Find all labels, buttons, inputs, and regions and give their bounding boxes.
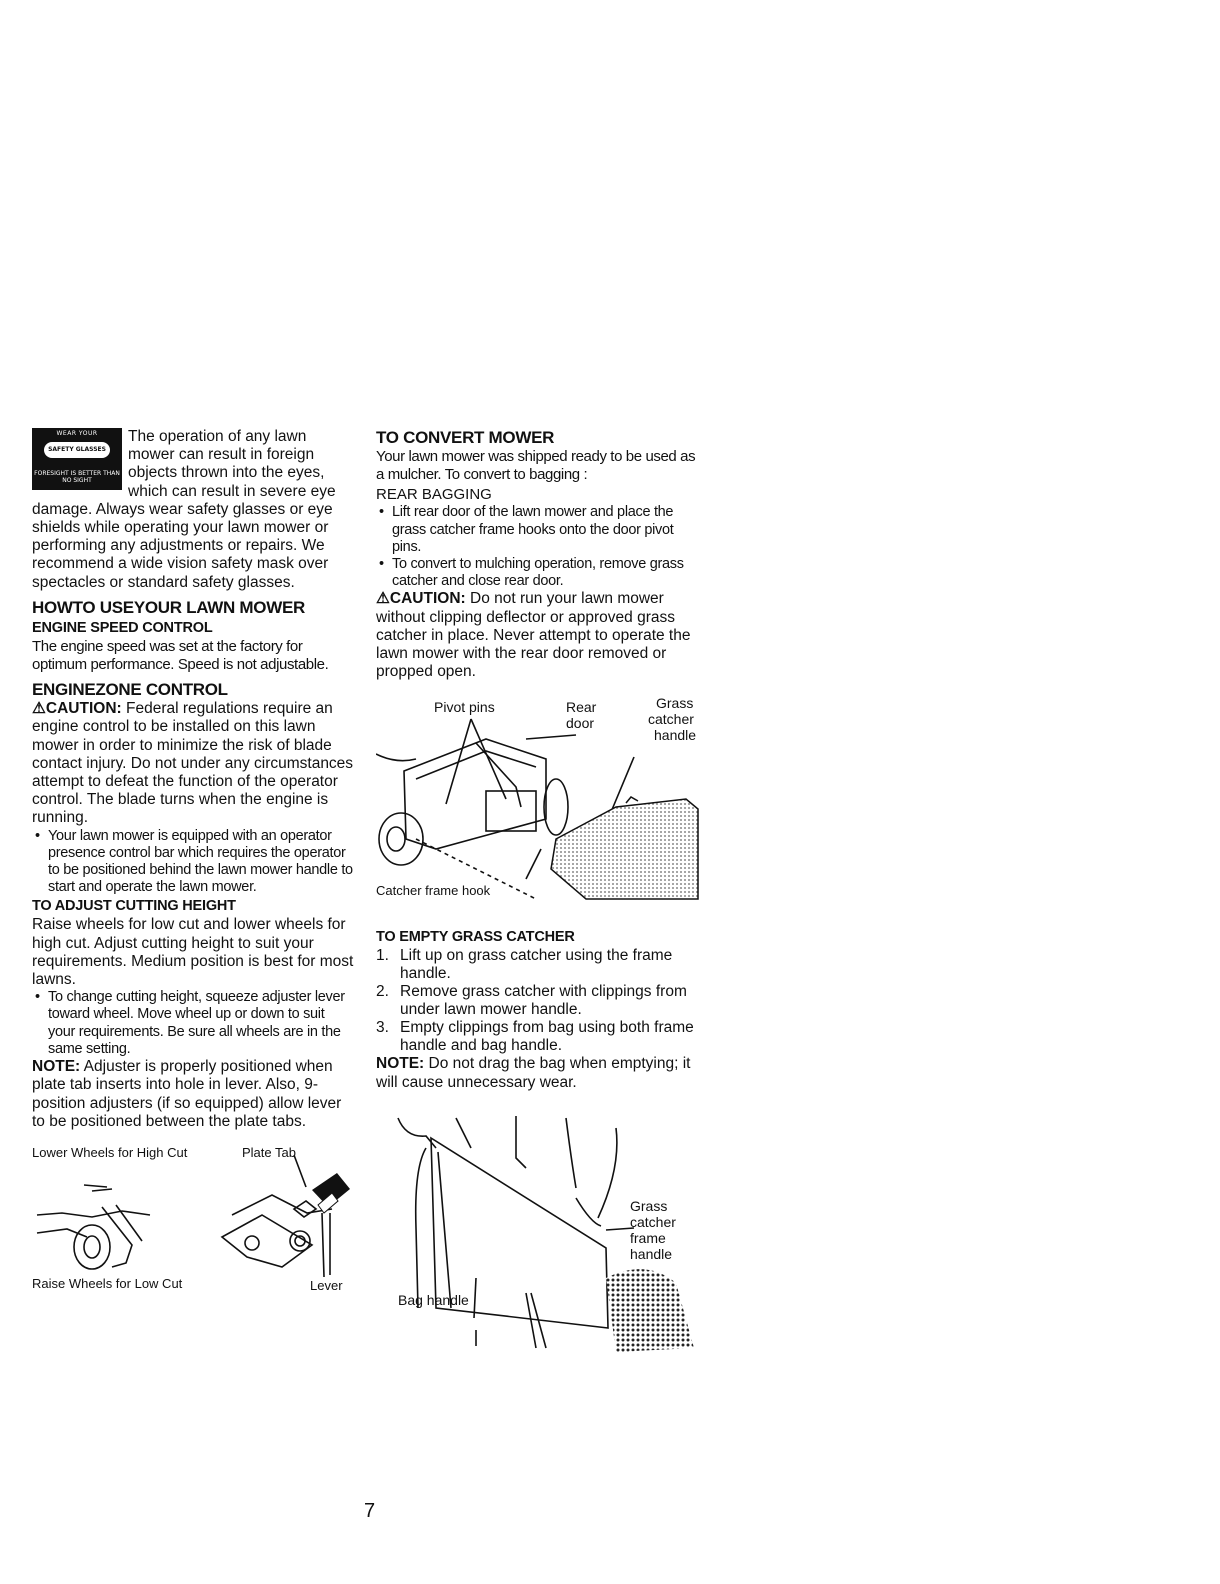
list-item [376,1019,702,1055]
list-item: • To convert to mulching operation, remove grass catcher and close rear door. [376,556,702,590]
rear-label: Rear [566,699,597,716]
how-to-use-heading: HOWTO USEYOUR LAWN MOWER [32,597,305,617]
caution-icon: ⚠ [376,590,390,608]
raise-wheels-label: Raise Wheels for Low Cut [32,1275,183,1291]
caution-label: CAUTION: [389,590,466,608]
engine-zone-bullets [32,828,354,897]
caution-icon: ⚠ [32,700,46,718]
height-adjuster-figure [32,1145,354,1295]
note-text: Adjuster is properly positioned when plate tab inserts into hole in lever. Also, 9-position adjusters (if so equipped) allow lever to be positioned between the plate tabs. [32,1058,342,1130]
catcher-label: catcher [630,1213,676,1230]
list-item: • To change cutting height, squeeze adjuster lever toward wheel. Move wheel up or down to suit your requirements. Be sure all wheels are in the same setting. [32,989,354,1058]
step-number: 2. [376,983,389,1001]
grass-label: Grass [656,695,694,712]
grass-label: Grass [630,1197,668,1214]
badge-line-3: FORESIGHT IS BETTER THAN NO SIGHT [34,470,120,484]
safety-glasses-badge [32,428,122,490]
rear-bagging-bullets [376,504,702,590]
handle-label: handle [654,727,697,744]
intro-paragraph: The operation of any lawn mower can result in foreign objects thrown into the eyes, which can result in severe eye damage. Always wear safety glasses or eye shields while operating your lawn mower or performing any adjustments or repairs. We recommend a wide vision safety mask over spectacles or standard safety glasses. [32,428,336,591]
adjust-height-heading: TO ADJUST CUTTING HEIGHT [32,898,236,915]
caution-label: CAUTION: [45,700,122,718]
caution-text: Do not run your lawn mower without clipping deflector or approved grass catcher in place. Never attempt to operate the lawn mower with the rear door removed or propped open. [376,590,691,681]
engine-zone-paragraph [32,700,354,827]
convert-mower-heading: TO CONVERT MOWER [376,428,555,447]
adjust-height-bullets [32,989,354,1058]
list-item [376,947,702,983]
height-adjuster-illustration [32,1145,354,1295]
lower-wheels-label: Lower Wheels for High Cut [32,1144,188,1160]
left-column [32,428,354,1295]
empty-catcher-heading: TO EMPTY GRASS CATCHER [376,929,575,946]
step-number: 1. [376,947,389,965]
engine-zone-heading: ENGINEZONE CONTROL [32,680,228,700]
catcher-frame-hook-label: Catcher frame hook [376,883,491,899]
convert-paragraph: Your lawn mower was shipped ready to be used as a mulcher. To convert to bagging : [376,448,696,484]
list-item: • Your lawn mower is equipped with an operator presence control bar which requires the operator to be positioned behind the lawn mower handle to start and operate the lawn mower. [32,828,354,897]
adjust-height-paragraph: Raise wheels for low cut and lower wheels for high cut. Adjust cutting height to suit your requirements. Medium position is best for most lawns. [32,916,354,989]
step-text: Lift up on grass catcher using the frame handle. [400,947,673,983]
badge-line-1: WEAR YOUR [56,430,98,437]
bag-handle-label: Bag handle [398,1291,469,1308]
step-text: Remove grass catcher with clippings from under lawn mower handle. [400,983,687,1019]
list-item: • Lift rear door of the lawn mower and place the grass catcher frame hooks onto the door pivot pins. [376,504,702,556]
list-item [376,983,702,1019]
convert-caution [376,590,702,681]
engine-speed-heading: ENGINE SPEED CONTROL [32,619,213,636]
pivot-pins-label: Pivot pins [434,699,495,716]
page-number: 7 [364,1500,376,1522]
adjust-note [32,1058,354,1131]
note-label: NOTE: [32,1058,81,1076]
step-text: Empty clippings from bag using both frame handle and bag handle. [400,1019,694,1055]
door-label: door [566,715,595,732]
right-column [376,428,702,1358]
empty-catcher-figure [376,1108,702,1358]
engine-speed-paragraph: The engine speed was set at the factory for optimum performance. Speed is not adjustable. [32,637,329,674]
plate-tab-label: Plate Tab [242,1144,296,1160]
catcher-label: catcher [648,711,694,728]
frame-label: frame [630,1229,666,1246]
lever-label: Lever [310,1277,343,1293]
empty-note [376,1055,702,1091]
note-label: NOTE: [376,1055,425,1073]
note-text: Do not drag the bag when emptying; it will cause unnecessary wear. [376,1055,691,1091]
empty-steps [376,947,702,1055]
badge-line-2: SAFETY GLASSES [44,442,110,458]
rear-bagging-heading: REAR BAGGING [376,486,492,504]
rear-bagging-figure [376,695,702,921]
handle-label: handle [630,1245,673,1262]
step-number: 3. [376,1019,389,1037]
engine-zone-text: Federal regulations require an engine control to be installed on this lawn mower in order to minimize the risk of blade contact injury. Do not under any circumstances attempt to defeat the function of the operator control. The blade turns when the engine is running. [32,700,354,827]
